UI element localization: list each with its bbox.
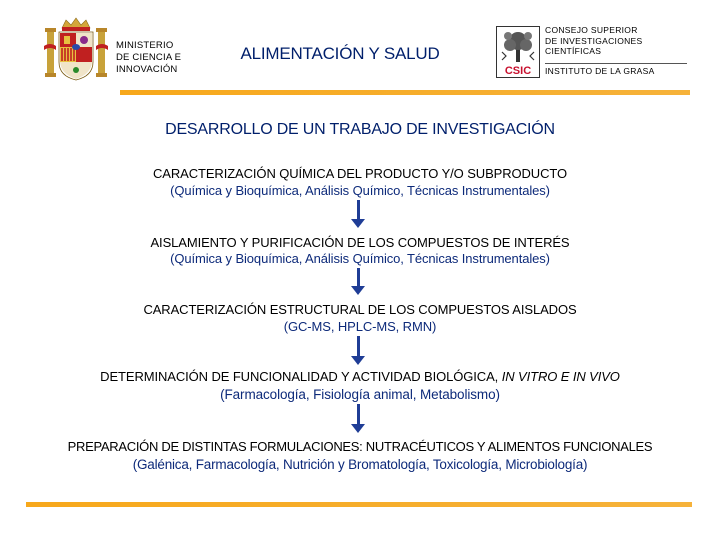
- csic-line-1: CONSEJO SUPERIOR: [545, 25, 638, 35]
- step-4-title: [0, 369, 720, 384]
- csic-line-2: DE INVESTIGACIONES: [545, 35, 643, 46]
- step-2-title: AISLAMIENTO Y PURIFICACIÓN DE LOS COMPUESTOS DE INTERÉS: [150, 235, 570, 250]
- step-5-subtitle: (Galénica, Farmacología, Nutrición y Bromatología, Toxicología, Microbiología): [132, 457, 588, 472]
- institute-name: INSTITUTO DE LA GRASA: [545, 66, 655, 76]
- header-divider: [120, 90, 690, 95]
- step-5-title: PREPARACIÓN DE DISTINTAS FORMULACIONES: NUTRACÉUTICOS Y ALIMENTOS FUNCIONALES: [67, 439, 653, 454]
- step-1-subtitle: (Química y Bioquímica, Análisis Químico, Técnicas Instrumentales): [170, 183, 550, 198]
- ministry-line-2: DE CIENCIA E: [116, 52, 182, 63]
- csic-logo: [496, 26, 540, 78]
- step-4-title-italic: IN VITRO E IN VIVO: [501, 369, 620, 384]
- page-title: ALIMENTACIÓN Y SALUD: [240, 44, 440, 63]
- step-2-subtitle: (Química y Bioquímica, Análisis Químico, Técnicas Instrumentales): [170, 251, 550, 266]
- step-4-title-main: DETERMINACIÓN DE FUNCIONALIDAD Y ACTIVIDAD BIOLÓGICA,: [100, 369, 502, 384]
- csic-divider: [545, 63, 687, 64]
- step-4-subtitle: (Farmacología, Fisiología animal, Metabolismo): [220, 387, 500, 402]
- flow-arrow-2: [352, 268, 365, 295]
- step-3-subtitle: (GC-MS, HPLC-MS, RMN): [283, 319, 437, 334]
- csic-logo-label: CSIC: [504, 65, 532, 77]
- ministry-name: [116, 40, 181, 76]
- flow-arrow-4: [352, 404, 365, 433]
- flow-arrow-3: [352, 336, 365, 365]
- csic-line-3: CIENTÍFICAS: [545, 46, 602, 56]
- csic-name: [545, 25, 643, 57]
- ministry-line-1: MINISTERIO: [116, 40, 174, 51]
- flow-arrow-1: [352, 200, 365, 228]
- footer-divider: [26, 502, 692, 507]
- spain-coat-of-arms-logo: [44, 16, 108, 82]
- section-title: DESARROLLO DE UN TRABAJO DE INVESTIGACIÓN: [165, 121, 555, 138]
- ministry-line-3: INNOVACIÓN: [116, 64, 178, 75]
- step-3-title: CARACTERIZACIÓN ESTRUCTURAL DE LOS COMPUESTOS AISLADOS: [143, 302, 577, 317]
- step-1-title: CARACTERIZACIÓN QUÍMICA DEL PRODUCTO Y/O SUBPRODUCTO: [153, 166, 567, 181]
